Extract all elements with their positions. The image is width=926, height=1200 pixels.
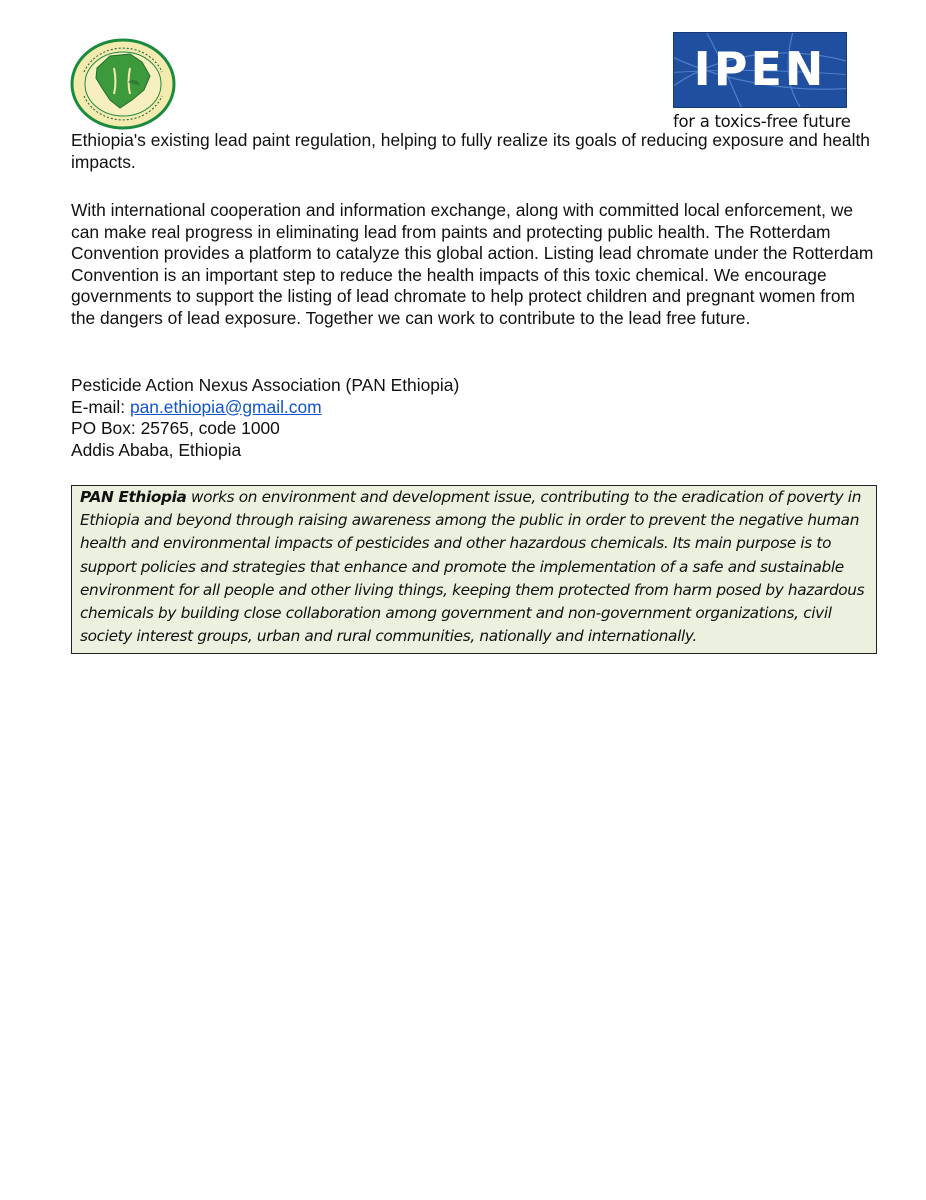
po-box: PO Box: 25765, code 1000 bbox=[71, 418, 280, 439]
paragraph-regulation bbox=[71, 130, 879, 173]
about-org-name: PAN Ethiopia bbox=[80, 488, 187, 506]
pan-ethiopia-logo bbox=[70, 38, 176, 130]
pan-seal-icon bbox=[70, 38, 176, 130]
email-link[interactable]: pan.ethiopia@gmail.com bbox=[129, 396, 322, 417]
ipen-wordmark: IPEN bbox=[693, 42, 827, 96]
about-pan-ethiopia-box bbox=[71, 485, 877, 654]
contact-block bbox=[71, 375, 879, 461]
ipen-logo bbox=[673, 32, 851, 131]
about-description: works on environment and development issue, contributing to the eradication of poverty in Ethiopia and beyond through raising awareness among the public in order to prevent the negative human health and environmental impacts of pesticides and other hazardous chemicals. Its main purpose is to support policies and strategies that enhance and promote the implementation of a safe and sustainable environment for all people and other living things, keeping them protected from harm posed by hazardous chemicals by building close collaboration among government and non-government organizations, civil society interest groups, urban and rural communities, nationally and internationally. bbox=[80, 488, 865, 646]
email-label: E-mail: bbox=[71, 396, 130, 417]
city-address: Addis Ababa, Ethiopia bbox=[71, 439, 242, 460]
ipen-tagline: for a toxics-free future bbox=[673, 112, 851, 131]
ipen-wordmark-box bbox=[673, 32, 847, 108]
paragraph-text: With international cooperation and information exchange, along with committed local enforcement, we can make real progress in eliminating lead from paints and protecting public health. The Rotterdam Convention provides a platform to catalyze this global action. Listing lead chromate under the Rotterdam Convention is an important step to reduce the health impacts of this toxic chemical. We encourage governments to support the listing of lead chromate to help protect children and pregnant women from the dangers of lead exposure. Together we can work to contribute to the lead free future. bbox=[71, 200, 874, 328]
paragraph-text: Ethiopia's existing lead paint regulation, helping to fully realize its goals of reducing exposure and health impacts. bbox=[71, 130, 870, 172]
organization-name: Pesticide Action Nexus Association (PAN Ethiopia) bbox=[71, 375, 460, 395]
email-line bbox=[71, 397, 879, 419]
paragraph-cooperation bbox=[71, 200, 879, 330]
